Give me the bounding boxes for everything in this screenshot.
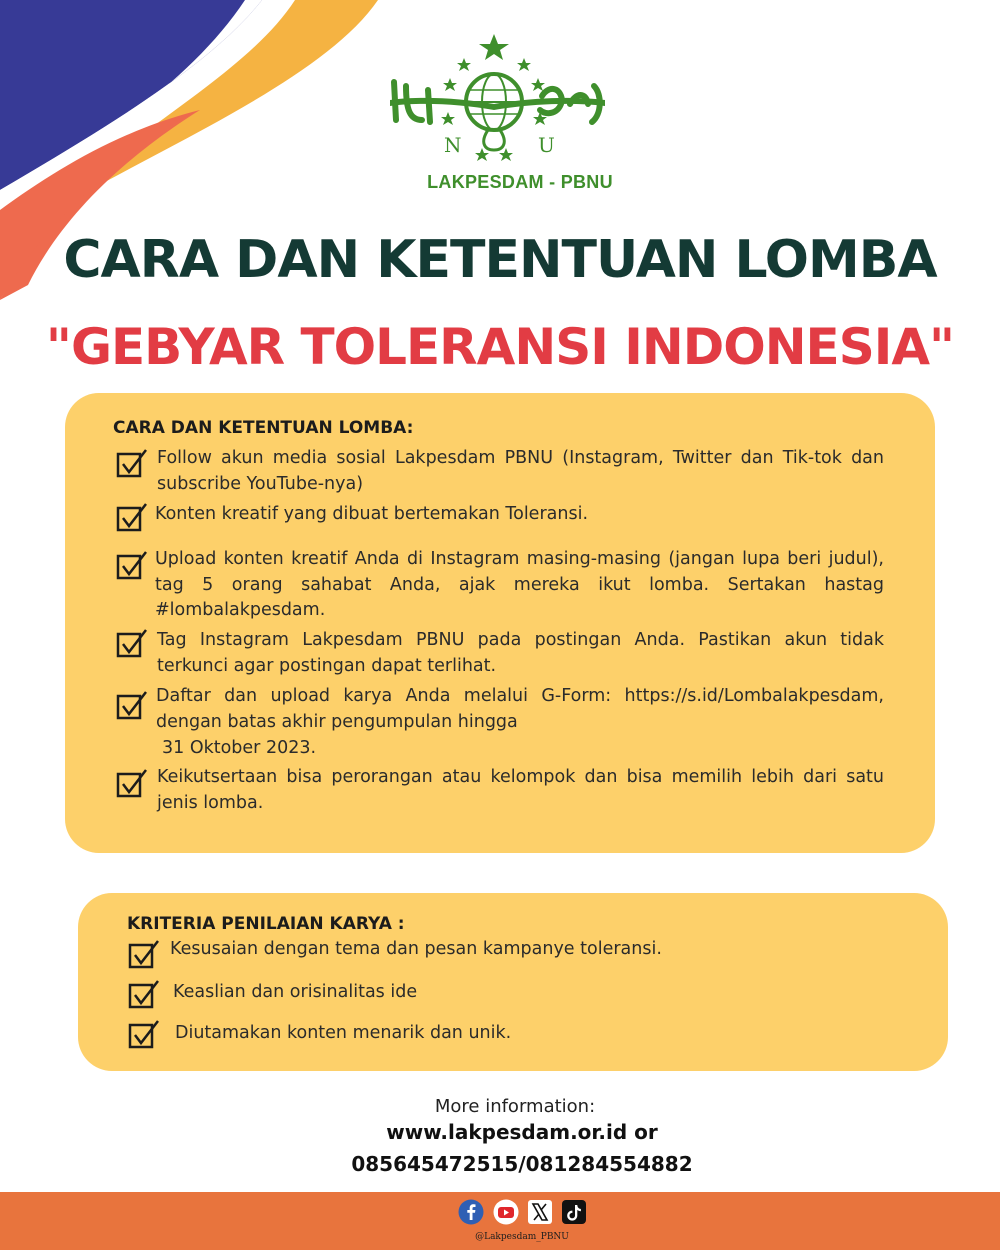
org-name: LAKPESDAM - PBNU xyxy=(427,172,613,192)
tiktok-icon[interactable] xyxy=(561,1199,587,1225)
x-icon[interactable] xyxy=(527,1199,553,1225)
social-handle: @Lakpesdam_PBNU xyxy=(475,1232,569,1242)
page-title: CARA DAN KETENTUAN LOMBA xyxy=(63,230,937,290)
logo-star-top xyxy=(479,34,509,60)
criteria-item-text: Diutamakan konten menarik dan unik. xyxy=(175,1023,512,1043)
criteria-item-text: Kesusaian dengan tema dan pesan kampanye toleransi. xyxy=(170,939,662,959)
checkbox-icon xyxy=(128,939,160,969)
rules-item-text: Daftar dan upload karya Anda melalui G-Form: https://s.id/Lombalakpesdam, dengan batas akhir pengumpulan hingga xyxy=(156,686,884,732)
checkbox-icon xyxy=(128,979,160,1009)
youtube-icon[interactable] xyxy=(493,1199,519,1225)
checkbox-icon xyxy=(116,628,148,658)
logo-letter-n: N xyxy=(444,133,462,157)
checkbox-icon xyxy=(116,502,148,532)
rules-heading: CARA DAN KETENTUAN LOMBA: xyxy=(113,418,414,438)
phone-numbers: 085645472515/081284554882 xyxy=(351,1152,693,1176)
checkbox-icon xyxy=(116,690,148,720)
website-link[interactable]: www.lakpesdam.or.id or xyxy=(386,1120,658,1144)
rules-item-text: Upload konten kreatif Anda di Instagram masing-masing (jangan lupa beri judul), tag 5 orang sahabat Anda, ajak mereka ikut lomba. Sertakan hastag #lombalakpesdam. xyxy=(155,549,884,620)
more-info-label: More information: xyxy=(434,1096,596,1117)
checkbox-icon xyxy=(128,1019,160,1049)
checkbox-icon xyxy=(116,768,148,798)
criteria-heading: KRITERIA PENILAIAN KARYA : xyxy=(127,914,405,934)
checkbox-icon xyxy=(116,448,148,478)
rules-item-text: Konten kreatif yang dibuat bertemakan Toleransi. xyxy=(155,504,589,524)
facebook-icon[interactable] xyxy=(458,1199,484,1225)
rules-item-deadline: 31 Oktober 2023. xyxy=(162,738,317,758)
rules-item-text: Keikutsertaan bisa perorangan atau kelompok dan bisa memilih lebih dari satu jenis lomba. xyxy=(157,767,884,813)
rules-item-text: Follow akun media sosial Lakpesdam PBNU (Instagram, Twitter dan Tik-tok dan subscribe YouTube-nya) xyxy=(157,448,884,494)
rules-item-text: Tag Instagram Lakpesdam PBNU pada postingan Anda. Pastikan akun tidak terkunci agar postingan dapat terlihat. xyxy=(157,630,884,676)
checkbox-icon xyxy=(116,550,148,580)
logo-letter-u: U xyxy=(538,133,555,157)
page-subtitle: "GEBYAR TOLERANSI INDONESIA" xyxy=(45,318,955,376)
criteria-item-text: Keaslian dan orisinalitas ide xyxy=(173,982,418,1002)
